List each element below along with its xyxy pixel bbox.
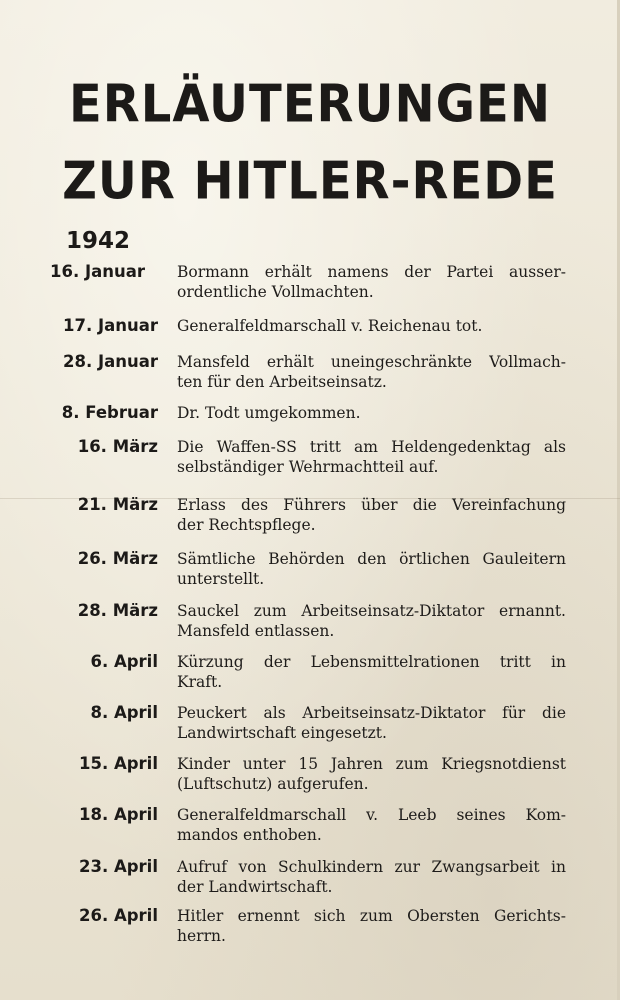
entry-text-line: Kinder unter 15 Jahren zum Kriegsnotdienst [177,755,566,773]
entry-date: 6. April [90,652,158,671]
entry-date: 28. Januar [62,352,158,371]
entry-date: 26. April [78,906,158,925]
entry-text-line: herrn. [177,927,226,945]
entry-text-line: Hitler ernennt sich zum Obersten Gerichts- [177,907,566,925]
entry-date: 8. Februar [61,403,158,422]
entry-text [177,549,566,589]
entry-text [177,262,566,302]
entry-text-line: Generalfeldmarschall v. Reichenau tot. [177,317,483,335]
title-line-1: ERLÄUTERUNGEN [69,73,551,135]
entry-date: 16. Januar [50,262,146,281]
entry-text [177,906,566,946]
entry-text-line: der Landwirtschaft. [177,878,333,896]
entry-text-line: Mansfeld entlassen. [177,622,335,640]
entry-text-line: Bormann erhält namens der Partei ausser- [177,263,566,281]
entry-text-line: (Luftschutz) aufgerufen. [177,775,369,793]
entry-text-line: Dr. Todt umgekommen. [177,404,361,422]
entry-text-line: ten für den Arbeitseinsatz. [177,373,387,391]
entry-date: 26. März [77,549,158,568]
entry-date: 15. April [78,754,158,773]
entry-text-line: Generalfeldmarschall v. Leeb seines Kom- [177,806,566,824]
entry-text [177,652,566,692]
entry-text-line: Peuckert als Arbeitseinsatz-Diktator für die [177,704,566,722]
entry-text-line: Kraft. [177,673,223,691]
entry-text [177,437,566,477]
entry-text-line: mandos enthoben. [177,826,322,844]
entry-date: 8. April [90,703,158,722]
entry-text [177,352,566,392]
entry-text-line: Die Waffen-SS tritt am Heldengedenktag als [177,438,566,456]
entry-date: 16. März [77,437,158,456]
entry-text [177,495,566,535]
entry-text [177,857,566,897]
entry-text-line: Landwirtschaft eingesetzt. [177,724,387,742]
entry-text [177,805,566,845]
title-line-2: ZUR HITLER-REDE [62,150,558,212]
entry-date: 18. April [78,805,158,824]
entry-text [177,403,566,423]
entry-text-line: Mansfeld erhält uneingeschränkte Vollmach- [177,353,566,371]
entry-text [177,316,566,336]
entry-date: 17. Januar [62,316,158,335]
entry-date: 28. März [77,601,158,620]
entry-text-line: Sauckel zum Arbeitseinsatz-Diktator ernannt. [177,602,566,620]
entry-date: 23. April [78,857,158,876]
entry-text [177,754,566,794]
entry-text-line: Sämtliche Behörden den örtlichen Gauleitern [177,550,566,568]
entry-text [177,601,566,641]
entry-text-line: Erlass des Führers über die Vereinfachung [177,496,566,514]
entry-text-line: der Rechtspflege. [177,516,316,534]
entry-text-line: unterstellt. [177,570,265,588]
entry-text-line: ordentliche Vollmachten. [177,283,374,301]
entry-text-line: selbständiger Wehrmachtteil auf. [177,458,439,476]
entry-text-line: Aufruf von Schulkindern zur Zwangsarbeit in [177,858,566,876]
entry-text [177,703,566,743]
entry-text-line: Kürzung der Lebensmittelrationen tritt in [177,653,566,671]
year-heading: 1942 [66,228,131,254]
entry-date: 21. März [77,495,158,514]
